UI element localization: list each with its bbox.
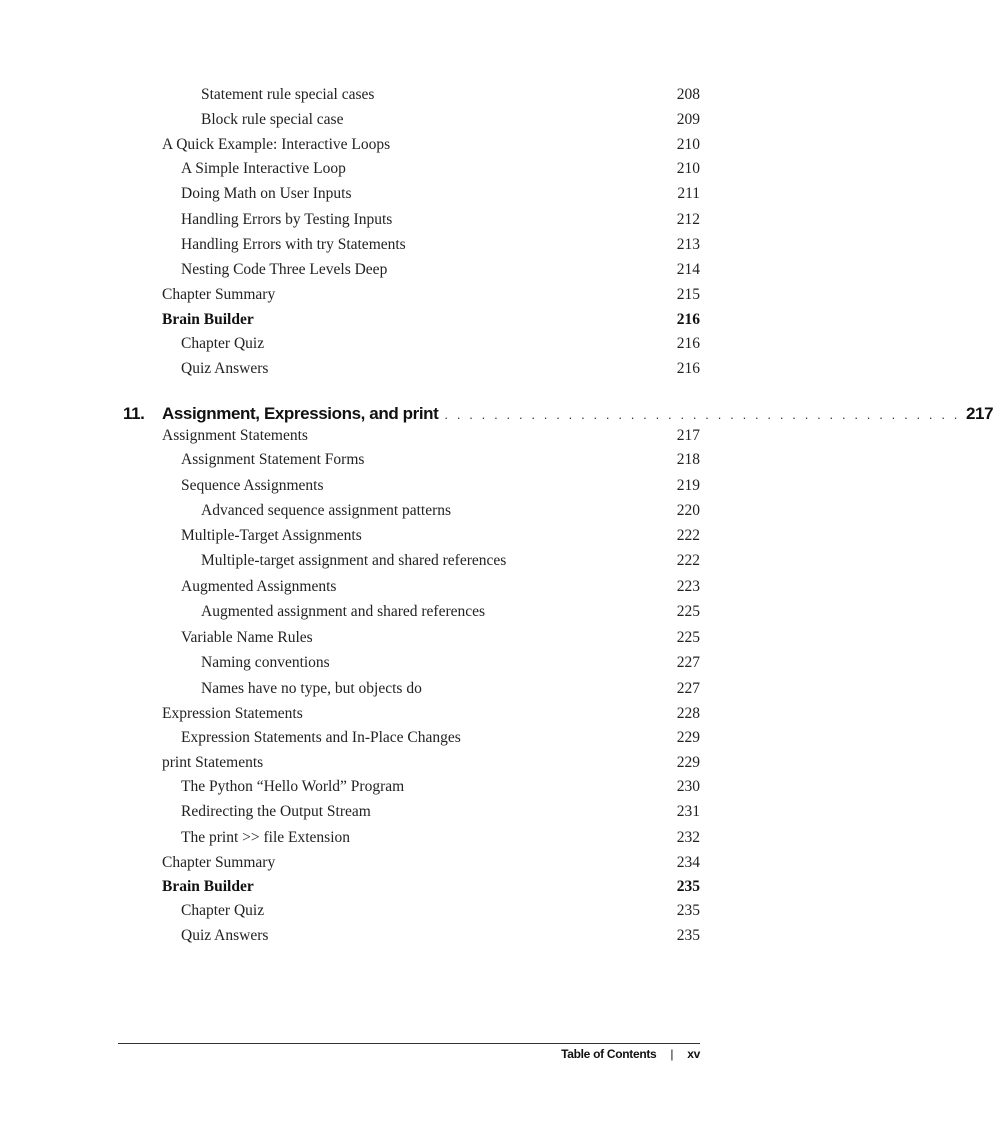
- toc-entry: [201, 654, 700, 679]
- footer-page-number: xv: [687, 1047, 700, 1061]
- toc-entry: [162, 878, 700, 903]
- toc-entry: [181, 902, 700, 927]
- toc-entry-title: Expression Statements and In-Place Changes: [181, 729, 461, 746]
- toc-entry-page: 235: [676, 927, 700, 944]
- toc-entry-title: Doing Math on User Inputs: [181, 185, 352, 202]
- toc-entry-page: 219: [676, 477, 700, 494]
- toc-entry-page: 232: [676, 829, 700, 846]
- toc-entry-title: Handling Errors with try Statements: [181, 236, 406, 253]
- toc-entry-page: 229: [676, 754, 700, 771]
- toc-entry-title: Names have no type, but objects do: [201, 680, 422, 697]
- toc-entry: [181, 803, 700, 828]
- toc-entry: [162, 854, 700, 879]
- toc-entry: [181, 927, 700, 952]
- toc-entry-title: Sequence Assignments: [181, 477, 324, 494]
- toc-entry-title: Statement rule special cases: [201, 86, 375, 103]
- toc-entry: [181, 360, 700, 385]
- toc-entry-title: Block rule special case: [201, 111, 344, 128]
- toc-entry-page: 210: [676, 136, 700, 153]
- toc-entry-page: 214: [676, 261, 700, 278]
- toc-entry: [162, 427, 700, 452]
- toc-entry-title: Assignment Statement Forms: [181, 451, 365, 468]
- page-footer: [561, 1047, 700, 1061]
- toc-entry: [181, 211, 700, 236]
- toc-entry-title: Advanced sequence assignment patterns: [201, 502, 452, 519]
- toc-entry-page: 228: [676, 705, 700, 722]
- toc-entry-title: Handling Errors by Testing Inputs: [181, 211, 393, 228]
- toc-entry: [181, 527, 700, 552]
- toc-entry-page: 234: [676, 854, 700, 871]
- toc-entry: [201, 111, 700, 136]
- toc-entry: [181, 477, 700, 502]
- toc-entry: [181, 335, 700, 360]
- chapter-title: Assignment, Expressions, and print: [162, 404, 439, 423]
- toc-entry-page: 235: [676, 878, 700, 895]
- toc-entry: [201, 86, 700, 111]
- toc-entry: [181, 578, 700, 603]
- toc-entry-title: Nesting Code Three Levels Deep: [181, 261, 388, 278]
- toc-entry-title: Brain Builder: [162, 311, 254, 328]
- toc-entry-page: 213: [676, 236, 700, 253]
- toc-entry-page: 220: [676, 502, 700, 519]
- toc-entry-page: 231: [676, 803, 700, 820]
- toc-entry-page: 208: [676, 86, 700, 103]
- toc-entry-page: 229: [676, 729, 700, 746]
- toc-entry-title: Augmented Assignments: [181, 578, 337, 595]
- toc-entry-page: 216: [676, 311, 700, 328]
- toc-entry: [201, 502, 700, 527]
- toc-entry: [181, 778, 700, 803]
- toc-entry-title: Assignment Statements: [162, 427, 308, 444]
- toc-entry-title: Quiz Answers: [181, 927, 269, 944]
- toc-entry-page: 230: [676, 778, 700, 795]
- chapter-page: 217: [966, 404, 993, 423]
- toc-entry: [162, 754, 700, 779]
- toc-entry-page: 227: [676, 654, 700, 671]
- toc-entry-title: The print >> file Extension: [181, 829, 351, 846]
- toc-entry: [201, 603, 700, 628]
- toc-entry-title: Redirecting the Output Stream: [181, 803, 371, 820]
- toc-entry-page: 215: [676, 286, 700, 303]
- toc-entry-title: Brain Builder: [162, 878, 254, 895]
- toc-entry-page: 225: [676, 603, 700, 620]
- toc-entry: [181, 729, 700, 754]
- toc-entry-page: 222: [676, 527, 700, 544]
- toc-entry-page: 235: [676, 902, 700, 919]
- chapter-heading: [123, 404, 993, 428]
- toc-entry-title: Variable Name Rules: [181, 629, 313, 646]
- footer-section-title: Table of Contents: [561, 1047, 657, 1061]
- toc-entry-title: Chapter Summary: [162, 854, 276, 871]
- toc-entry: [181, 236, 700, 261]
- toc-entry: [181, 629, 700, 654]
- toc-entry-title: Multiple-target assignment and shared references: [201, 552, 507, 569]
- toc-entry-page: 210: [676, 160, 700, 177]
- toc-entry-page: 227: [676, 680, 700, 697]
- toc-entry-page: 217: [676, 427, 700, 444]
- toc-entry: [181, 451, 700, 476]
- toc-entry-title: Naming conventions: [201, 654, 330, 671]
- toc-entry-page: 223: [676, 578, 700, 595]
- toc-entry: [181, 160, 700, 185]
- toc-entry-title: Augmented assignment and shared references: [201, 603, 486, 620]
- toc-entry-page: 209: [676, 111, 700, 128]
- toc-entry-page: 216: [676, 335, 700, 352]
- toc-entry-page: 225: [676, 629, 700, 646]
- toc-entry-page: 212: [676, 211, 700, 228]
- footer-rule: [118, 1043, 700, 1044]
- toc-entry-page: 218: [676, 451, 700, 468]
- chapter-dot-leader: . . . . . . . . . . . . . . . . . . . . . . . . . . . . . . . . . . . . . . . . . .: [444, 407, 960, 422]
- toc-entry-title: A Quick Example: Interactive Loops: [162, 136, 391, 153]
- toc-entry-title: print Statements: [162, 754, 264, 771]
- toc-entry: [162, 705, 700, 730]
- toc-entry-page: 222: [676, 552, 700, 569]
- toc-entry-title: A Simple Interactive Loop: [181, 160, 346, 177]
- toc-entry: [201, 680, 700, 705]
- toc-entry: [181, 829, 700, 854]
- toc-entry: [162, 286, 700, 311]
- toc-entry-title: Quiz Answers: [181, 360, 269, 377]
- toc-entry-title: Expression Statements: [162, 705, 303, 722]
- toc-entry-title: Multiple-Target Assignments: [181, 527, 362, 544]
- toc-entry: [181, 261, 700, 286]
- footer-separator: |: [670, 1047, 674, 1061]
- toc-entry: [201, 552, 700, 577]
- toc-entry-page: 216: [676, 360, 700, 377]
- toc-entry-title: Chapter Summary: [162, 286, 276, 303]
- toc-entry: [162, 136, 700, 161]
- chapter-number: 11.: [123, 404, 145, 423]
- toc-entry: [162, 311, 700, 336]
- toc-entry-title: Chapter Quiz: [181, 902, 265, 919]
- toc-entry-page: 211: [677, 185, 700, 202]
- toc-entry-title: The Python “Hello World” Program: [181, 778, 405, 795]
- toc-entry-title: Chapter Quiz: [181, 335, 265, 352]
- toc-entry: [181, 185, 700, 210]
